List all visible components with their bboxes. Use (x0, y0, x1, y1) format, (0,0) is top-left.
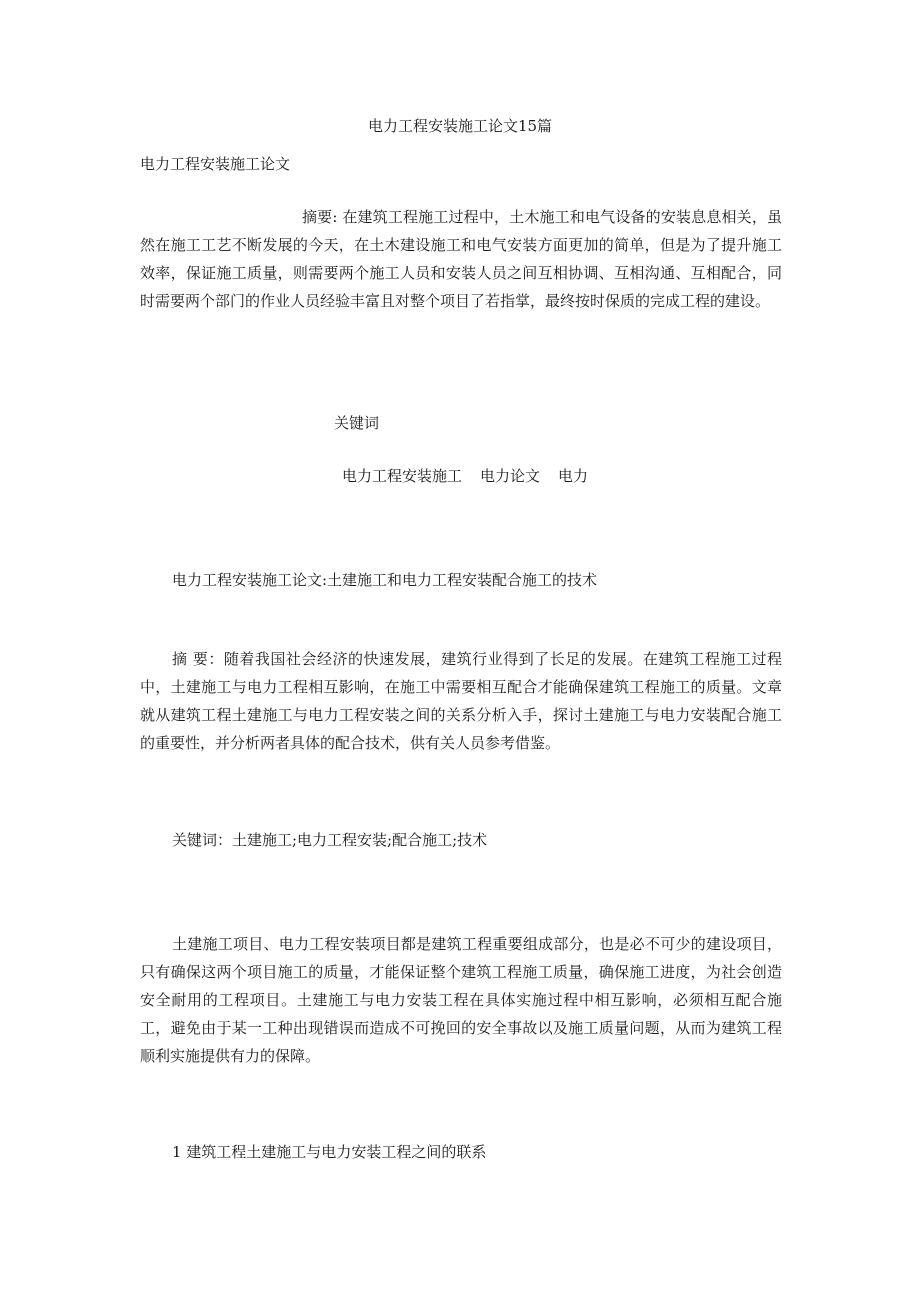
keywords-list (342, 462, 588, 490)
keyword-item: 电力工程安装施工 (342, 467, 463, 485)
document-title: 电力工程安装施工论文15篇 (367, 117, 553, 135)
abstract-paragraph: 摘要: 在建筑工程施工过程中，土木施工和电气设备的安装息息相关，虽然在施工工艺不断发展的今天，在土木建设施工和电气安装方面更加的简单，但是为了提升施工效率，保证施工质量，则需要两个施工人员和安装人员之间互相协调、互相沟通、互相配合，同时需要两个部门的作业人员经验丰富且对整个项目了若指掌，最终按时保质的完成工程的建设。 (140, 208, 782, 310)
article-keywords: 关键词：土建施工;电力工程安装;配合施工;技术 (172, 831, 488, 849)
article-title: 电力工程安装施工论文:土建施工和电力工程安装配合施工的技术 (172, 571, 598, 589)
section-heading: 电力工程安装施工论文 (140, 155, 291, 173)
keywords-label: 关键词 (334, 414, 380, 432)
article-abstract: 摘 要：随着我国社会经济的快速发展，建筑行业得到了长足的发展。在建筑工程施工过程中，土建施工与电力工程相互影响，在施工中需要相互配合才能确保建筑工程施工的质量。文章就从建筑工程土建施工与电力工程安装之间的关系分析入手，探讨土建施工与电力安装配合施工的重要性，并分析两者具体的配合技术，供有关人员参考借鉴。 (140, 650, 782, 752)
intro-paragraph: 土建施工项目、电力工程安装项目都是建筑工程重要组成部分，也是必不可少的建设项目，只有确保这两个项目施工的质量，才能保证整个建筑工程施工质量，确保施工进度，为社会创造安全耐用的工程项目。土建施工与电力安装工程在具体实施过程中相互影响，必须相互配合施工，避免由于某一工种出现错误而造成不可挽回的安全事故以及施工质量问题，从而为建筑工程顺利实施提供有力的保障。 (140, 935, 782, 1065)
keyword-item: 电力论文 (480, 467, 541, 485)
section-1-heading: 1 建筑工程土建施工与电力安装工程之间的联系 (172, 1143, 487, 1161)
keyword-item: 电力 (558, 467, 589, 485)
